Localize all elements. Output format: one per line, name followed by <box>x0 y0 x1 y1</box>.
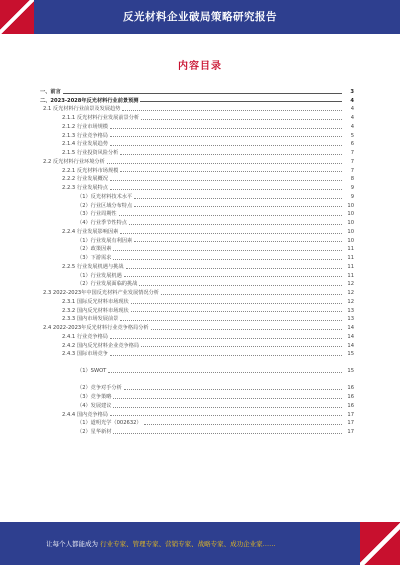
toc-entry-page: 9 <box>350 185 354 191</box>
toc-entry[interactable] <box>40 314 354 323</box>
toc-entry[interactable] <box>40 182 354 191</box>
toc-leader-dots <box>110 338 342 339</box>
toc-leader-dots <box>110 180 342 181</box>
toc-entry[interactable] <box>40 156 354 165</box>
toc-entry[interactable] <box>40 226 354 235</box>
toc-entry-page: 13 <box>347 307 354 314</box>
toc-leader-dots <box>151 329 342 330</box>
table-of-contents <box>40 86 354 435</box>
toc-entry[interactable] <box>40 418 354 427</box>
toc-entry-label: 2.2.1 反光材料市场规模 <box>62 167 119 174</box>
toc-entry-label: 2.1.4 行业发展趋势 <box>62 141 108 148</box>
toc-leader-dots <box>124 389 342 390</box>
toc-entry[interactable] <box>40 200 354 209</box>
toc-entry-label: 2.2.3 行业发展特点 <box>62 185 108 191</box>
toc-leader-dots <box>110 355 342 356</box>
toc-entry-label: 2.3.1 国际反光材料市场现状 <box>62 298 129 305</box>
toc-entry-page: 3 <box>350 88 354 95</box>
toc-entry-page: 16 <box>347 402 354 409</box>
footer-accent-stripe <box>360 522 400 565</box>
toc-entry-page: 14 <box>347 333 354 340</box>
toc-entry-label: （1）SWOT <box>77 368 107 375</box>
toc-entry-page: 7 <box>350 158 354 165</box>
toc-entry-label: 2.4.2 国内反光材料企业竞争格局 <box>62 342 140 349</box>
toc-entry[interactable] <box>40 322 354 331</box>
footer-slogan <box>46 539 276 548</box>
toc-leader-dots <box>122 110 342 111</box>
toc-leader-dots <box>113 407 342 408</box>
toc-entry[interactable] <box>40 244 354 253</box>
toc-entry-page: 12 <box>347 281 354 288</box>
toc-leader-dots <box>134 241 342 242</box>
toc-entry[interactable] <box>40 209 354 218</box>
toc-entry-label: （3）行业周期性 <box>77 211 117 218</box>
toc-entry-page: 10 <box>347 228 354 235</box>
toc-entry-label: 2.4 2022-2023年反光材料行业竞争格局分析 <box>43 325 149 331</box>
toc-entry-page: 10 <box>347 237 354 244</box>
toc-entry-page: 10 <box>347 220 354 226</box>
toc-entry-page: 17 <box>347 420 354 427</box>
toc-entry-label: （3）下游需求 <box>77 255 112 261</box>
toc-entry-page: 16 <box>347 385 354 392</box>
toc-entry-label: （1）行业发展有利因素 <box>77 237 133 244</box>
toc-entry[interactable] <box>40 400 354 409</box>
toc-leader-dots <box>110 128 342 129</box>
toc-entry-label: 2.2.5 行业发展机遇与挑战 <box>62 263 124 270</box>
toc-entry-page: 16 <box>347 394 354 400</box>
toc-entry-label: 2.2.4 行业发展影响因素 <box>62 228 119 235</box>
toc-entry-label: 2.3.2 国内反光材料市场现状 <box>62 307 129 314</box>
toc-entry[interactable] <box>40 409 354 418</box>
toc-leader-dots <box>139 285 342 286</box>
footer-slogan-roles: 行业专家、管理专家、营销专家、战略专家、成功企业家…… <box>100 540 276 548</box>
toc-leader-dots <box>126 268 342 269</box>
toc-entry-label: 2.2.2 行业发展概况 <box>62 176 108 183</box>
toc-entry-page: 4 <box>350 123 354 130</box>
toc-entry-page: 15 <box>347 368 354 375</box>
toc-entry-label: 2.4.1 行业竞争格局 <box>62 333 108 340</box>
toc-leader-dots <box>63 93 342 94</box>
toc-entry[interactable] <box>40 331 354 340</box>
toc-leader-dots <box>144 424 342 425</box>
toc-leader-dots <box>110 145 342 146</box>
toc-entry-page: 5 <box>350 132 354 139</box>
footer-slogan-lead: 让每个人都能成为 <box>46 540 98 548</box>
toc-entry-label: 2.1.2 行业市场规模 <box>62 123 108 130</box>
toc-leader-dots <box>124 276 342 277</box>
toc-entry-page: 17 <box>347 411 354 418</box>
toc-entry[interactable] <box>40 165 354 174</box>
toc-entry-page: 9 <box>350 193 354 200</box>
toc-leader-dots <box>120 171 342 172</box>
toc-entry-label: 2.1.5 行业投资风险分析 <box>62 150 119 156</box>
toc-entry-page: 11 <box>347 272 354 279</box>
report-title: 反光材料企业破局策略研究报告 <box>123 11 277 23</box>
toc-entry-label: 2.4.3 国际市场竞争 <box>62 351 108 358</box>
toc-entry-label: （1）道明光学（002632） <box>77 420 142 427</box>
toc-leader-dots <box>120 320 342 321</box>
toc-entry-page: 4 <box>350 115 354 121</box>
toc-entry-page: 17 <box>347 429 354 435</box>
toc-leader-dots <box>131 311 342 312</box>
toc-entry[interactable] <box>40 235 354 244</box>
toc-leader-dots <box>134 206 342 207</box>
toc-entry-page: 13 <box>347 316 354 323</box>
toc-leader-dots <box>141 119 342 120</box>
toc-leader-dots <box>129 224 342 225</box>
toc-leader-dots <box>110 136 342 137</box>
toc-leader-dots <box>113 250 342 251</box>
toc-entry-page: 4 <box>350 106 354 113</box>
toc-entry-page: 14 <box>347 342 354 349</box>
toc-leader-dots <box>120 154 342 155</box>
toc-entry-label: 2.1.3 行业竞争格局 <box>62 132 108 139</box>
toc-entry[interactable] <box>40 340 354 349</box>
toc-entry-label: （2）竞争对手分析 <box>77 385 122 392</box>
toc-leader-dots <box>113 398 342 399</box>
toc-entry[interactable] <box>40 261 354 270</box>
toc-entry-page: 14 <box>347 325 354 331</box>
toc-entry-page: 11 <box>347 263 354 270</box>
toc-entry-page: 7 <box>350 167 354 174</box>
toc-entry[interactable] <box>40 191 354 200</box>
toc-entry-label: （1）反光材料技术水平 <box>77 193 133 200</box>
header-banner <box>0 0 400 34</box>
toc-leader-dots <box>110 415 342 416</box>
toc-entry[interactable] <box>40 139 354 148</box>
toc-entry-label: （3）竞争策略 <box>77 394 112 400</box>
toc-leader-dots <box>119 215 342 216</box>
toc-entry-page: 12 <box>347 298 354 305</box>
toc-leader-dots <box>110 189 342 190</box>
toc-entry-page: 15 <box>347 351 354 358</box>
toc-entry[interactable] <box>40 217 354 226</box>
footer-banner <box>0 522 400 565</box>
toc-leader-dots <box>161 294 342 295</box>
toc-entry-label: 2.3 2022-2023年中国反光材料产业发展情况分析 <box>43 290 159 296</box>
toc-leader-dots <box>134 198 342 199</box>
toc-leader-dots <box>108 372 342 373</box>
toc-entry[interactable] <box>40 104 354 113</box>
toc-entry-label: 2.1.1 反光材料行业发展前景分析 <box>62 115 140 121</box>
toc-entry[interactable] <box>40 296 354 305</box>
toc-entry[interactable] <box>40 112 354 121</box>
toc-leader-dots <box>131 303 342 304</box>
toc-entry-label: 2.4.4 国内竞争格局 <box>62 411 108 418</box>
toc-entry[interactable] <box>40 287 354 296</box>
toc-entry[interactable] <box>40 130 354 139</box>
toc-entry-label: 2.1 反光材料行业前景及发展趋势 <box>43 106 121 113</box>
toc-entry-page: 4 <box>350 97 354 104</box>
toc-entry[interactable] <box>40 252 354 261</box>
toc-leader-dots <box>140 101 342 102</box>
toc-entry-label: 2.3.3 国内市场发展前景 <box>62 316 119 323</box>
toc-entry[interactable] <box>40 86 354 95</box>
toc-entry-label: （2）行业区域分布特点 <box>77 202 133 209</box>
toc-heading: 内容目录 <box>178 61 222 72</box>
toc-entry-page: 10 <box>347 211 354 218</box>
toc-entry[interactable] <box>40 349 354 358</box>
toc-leader-dots <box>113 259 342 260</box>
toc-entry[interactable] <box>40 279 354 288</box>
toc-entry[interactable] <box>40 391 354 400</box>
toc-entry-page: 8 <box>350 176 354 183</box>
toc-entry-label: （1）行业发展机遇 <box>77 272 122 279</box>
toc-entry[interactable] <box>40 147 354 156</box>
toc-entry[interactable] <box>40 305 354 314</box>
toc-leader-dots <box>120 233 342 234</box>
toc-entry-page: 12 <box>347 290 354 296</box>
toc-entry-page: 11 <box>347 255 354 261</box>
toc-entry-label: （4）行业季节性特点 <box>77 220 127 226</box>
toc-entry-label: （2）行业发展面临的挑战 <box>77 281 138 288</box>
toc-entry[interactable] <box>40 270 354 279</box>
toc-entry-page: 11 <box>347 246 354 253</box>
toc-entry-label: （2）政策因素 <box>77 246 112 253</box>
toc-entry[interactable] <box>40 95 354 104</box>
toc-entry[interactable] <box>40 121 354 130</box>
toc-entry-label: （2）星华新材 <box>77 429 112 435</box>
toc-entry-label: 二、2023-2028年反光材料行业前景预测 <box>40 97 139 104</box>
toc-entry-label: 一、前言 <box>40 88 61 95</box>
toc-leader-dots <box>141 346 342 347</box>
toc-leader-dots <box>107 163 342 164</box>
toc-leader-dots <box>113 433 342 434</box>
toc-entry[interactable] <box>40 426 354 435</box>
toc-entry-page: 6 <box>350 141 354 148</box>
toc-entry-page: 10 <box>347 202 354 209</box>
toc-entry-label: 2.2 反光材料行业环境分析 <box>43 158 105 165</box>
toc-entry-label: （4）发展建议 <box>77 402 112 409</box>
toc-entry[interactable] <box>40 174 354 183</box>
toc-entry[interactable] <box>40 374 354 391</box>
toc-entry[interactable] <box>40 357 354 374</box>
toc-entry-page: 7 <box>350 150 354 156</box>
